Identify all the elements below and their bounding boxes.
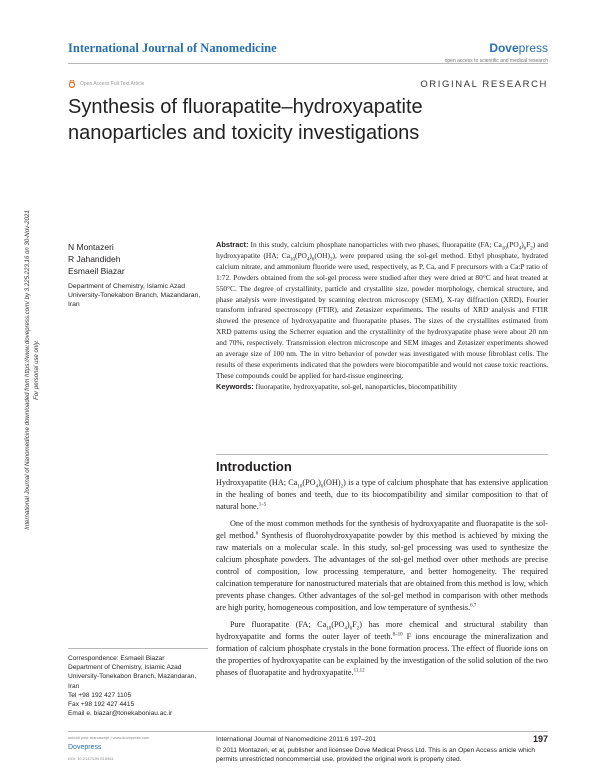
publisher-tagline: open access to scientific and medical research — [444, 58, 548, 64]
paragraph: One of the most common methods for the synthesis of hydroxyapatite and fluorapatite is the sol-gel method.$^6$ Synthesis of fluorohydroxyapatite powder by this method is achieved by mixing the raw materials on a molecular scale. In this study, sol-gel processing was used to synthesize the calcium phosphate powders. The advantages of the sol-gel method over other methods are precise control of composition, low processing temperature, and better homogeneity. The required calcination temperature for nanostructured materials that are obtained from this method is low, which prevents phase changes. Other advantages of the sol-gel method in comparison with other methods are high purity, homogeneous composition, and low temperature of synthesis.$^{6,7}$ — [216, 519, 549, 612]
page-number: 197 — [532, 734, 548, 744]
footer-publisher: Dovepress — [68, 744, 102, 751]
article-title: Synthesis of fluorapatite–hydroxyapatite nanoparticles and toxicity investigations — [68, 96, 423, 144]
keywords: fluorapatite, hydroxyapatite, sol-gel, nanoparticles, biocompatibility — [255, 381, 458, 391]
author: R Jahandideh — [68, 254, 121, 264]
paragraph: Hydroxyapatite (HA; $Ca_{10}(PO_4)_6(OH)_2$) is a type of calcium phosphate that has extensive application in the healing of bones and teeth, due to its biocompatibility and similar composition to that of natural bone.$^{1-5}$ — [216, 478, 548, 511]
correspondence: Correspondence: Esmaeil Biazar Department of Chemistry, Islamic Azad University-Tonekabon Branch, Mazandaran, Iran Tel +98 192 427 1105 Fax +98 192 427 4415 Email e. biazar@tonekaboniau.ac.ir — [68, 655, 197, 718]
paragraph: Pure fluorapatite (FA; $Ca_{10}(PO_4)_6F_2$) has more chemical and structural stability than hydroxyapatite and forms the outer layer of teeth.$^{8-10}$ F ions encourage the mineralization and formation of calcium phosphate crystals in the bone formation process. The effect of fluoride ions on the properties of hydroxyapatite can be explained by the investigation of the solid solution of the two phases of fluorapatite and hydroxyapatite.$^{11,12}$ — [216, 620, 548, 677]
section-heading: Introduction — [216, 459, 292, 474]
keywords-label: Keywords: — [216, 381, 254, 391]
download-notice: International Journal of Nanomedicine downloaded from https://www.dovepress.com/ by 3.225.223.16 on 30-Nov-2021 For personal use only. — [24, 210, 40, 530]
copyright-notice: © 2011 Montazeri, et al, publisher and licensee Dove Medical Press Ltd. This is an Open Access article which permits unrestricted noncommercial use, provided the original work is properly cited. — [216, 747, 536, 763]
submit-link[interactable]: submit your manuscript | www.dovepress.com — [68, 735, 150, 740]
affiliation: Department of Chemistry, Islamic Azad University-Tonekabon Branch, Mazandaran, Iran — [68, 283, 201, 308]
introduction-body — [216, 477, 548, 684]
publisher-logo: Dovepress — [489, 41, 548, 55]
citation: International Journal of Nanomedicine 2011:6 197–201 — [216, 736, 377, 743]
abstract-rule — [216, 454, 548, 455]
abstract: Abstract: In this study, calcium phosphate nanoparticles with two phases, fluorapatite (FA; $Ca_{10}(PO_4)_6F_2$) and hydroxyapatite (HA; $Ca_{10}(PO_4)_6(OH)_2$), were prepared using the sol-gel method. Ethyl phosphate, hydrated calcium nitrate, and ammonium fluoride were used, respectively, as P, Ca, and F precursors with a Ca:P ratio of 1:72. Powders obtained from the sol-gel process were studied after they were dried at 80°C and heat treated at 550°C. The degree of crystallinity, particle and crystallite size, powder morphology, chemical structure, and phase analysis were investigated by scanning electron microscopy (SEM), X-ray diffraction (XRD), Fourier transform infrared spectroscopy (FTIR), and Zetasizer experiments. The results of XRD analysis and FTIR showed the presence of hydroxyapatite and fluorapatite phases. The sizes of the crystallites estimated from XRD patterns using the Scherrer equation and the crystallinity of the hydroxyapatite phase were about 20 nm and 70%, respectively. Transmission electron microscope and SEM images and Zetasizer experiments showed an average size of 100 nm. The in vitro behavior of powder was investigated with mouse fibroblast cells. The results of these experiments indicated that the powders were biocompatible and would not cause toxic reactions. These compounds could be applied for hard-tissue engineering. Keywords: fluorapatite, hydroxyapatite, sol-gel, nanoparticles, biocompatibility — [216, 240, 549, 391]
header-rule — [68, 63, 548, 64]
abstract-label: Abstract: — [216, 240, 249, 249]
author: Esmaeil Biazar — [68, 266, 125, 276]
author: N Montazeri — [68, 242, 114, 252]
open-access-label: Open Access Full Text Article — [80, 81, 145, 87]
doi[interactable]: DOI: 10.2147/IJN.S15461 — [68, 756, 114, 761]
article-type: ORIGINAL RESEARCH — [420, 79, 548, 90]
open-access-icon — [68, 80, 76, 88]
author-list — [68, 241, 125, 277]
correspondence-rule — [68, 648, 208, 649]
journal-name: International Journal of Nanomedicine — [68, 41, 277, 55]
footer-rule — [68, 731, 548, 732]
